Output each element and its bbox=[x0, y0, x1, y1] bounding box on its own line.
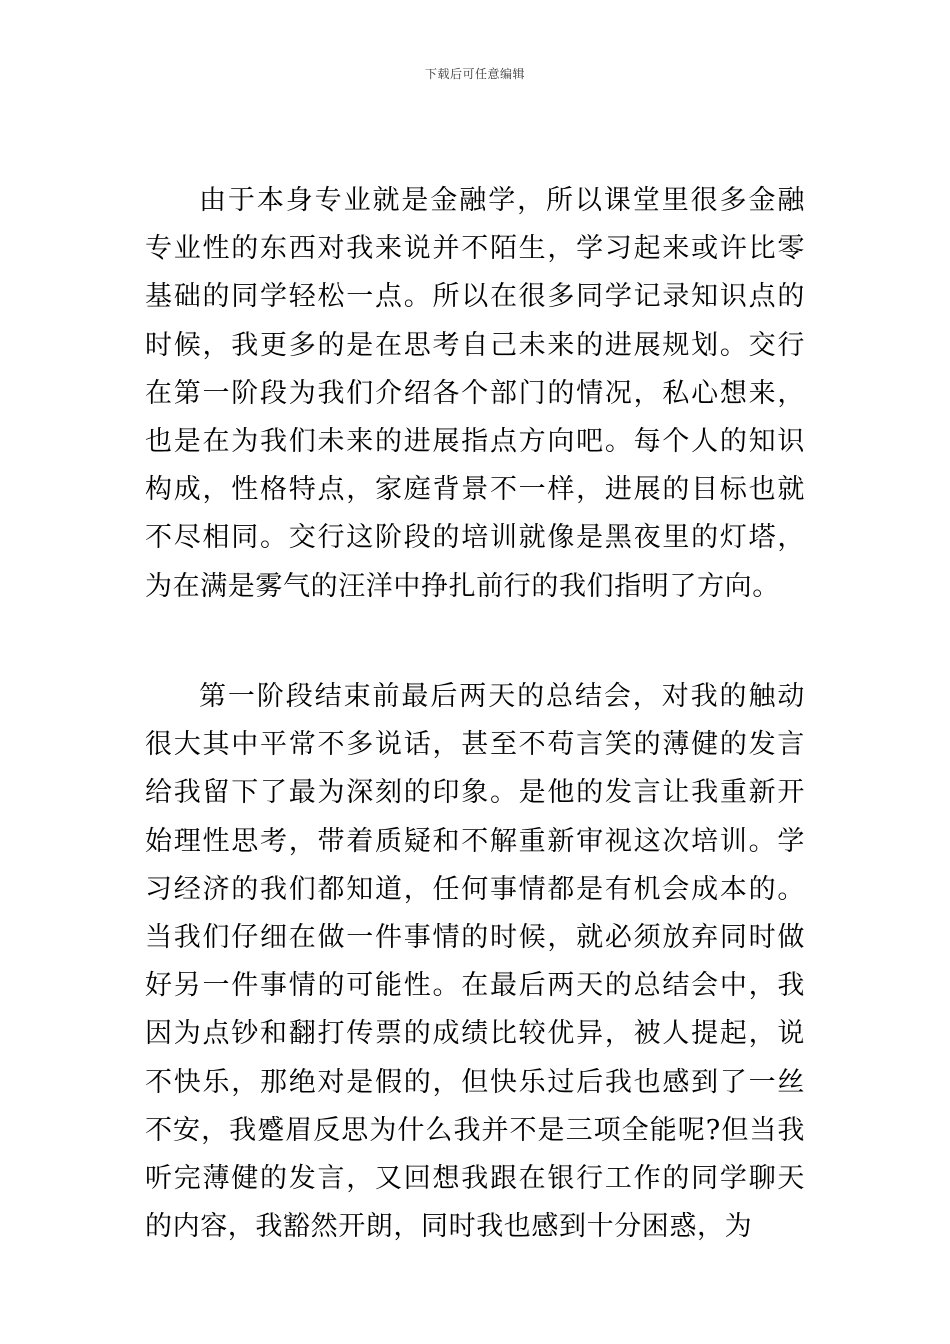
paragraph-2: 第一阶段结束前最后两天的总结会，对我的触动很大其中平常不多说话，甚至不苟言笑的薄健的发言给我留下了最为深刻的印象。是他的发言让我重新开始理性思考，带着质疑和不解重新审视这次培训。学习经济的我们都知道，任何事情都是有机会成本的。当我们仔细在做一件事情的时候，就必须放弃同时做好另一件事情的可能性。在最后两天的总结会中，我因为点钞和翻打传票的成绩比较优异，被人提起，说不快乐，那绝对是假的，但快乐过后我也感到了一丝不安，我蹙眉反思为什么我并不是三项全能呢?但当我听完薄健的发言，又回想我跟在银行工作的同学聊天的内容，我豁然开朗，同时我也感到十分困惑，为 bbox=[145, 681, 805, 1243]
paragraph-1: 由于本身专业就是金融学，所以课堂里很多金融专业性的东西对我来说并不陌生，学习起来或许比零基础的同学轻松一点。所以在很多同学记录知识点的时候，我更多的是在思考自己未来的进展规划。交行在第一阶段为我们介绍各个部门的情况，私心想来，也是在为我们未来的进展指点方向吧。每个人的知识构成，性格特点，家庭背景不一样，进展的目标也就不尽相同。交行这阶段的培训就像是黑夜里的灯塔，为在满是雾气的汪洋中挣扎前行的我们指明了方向。 bbox=[145, 185, 805, 602]
page-header: 下载后可任意编辑 bbox=[424, 67, 525, 81]
